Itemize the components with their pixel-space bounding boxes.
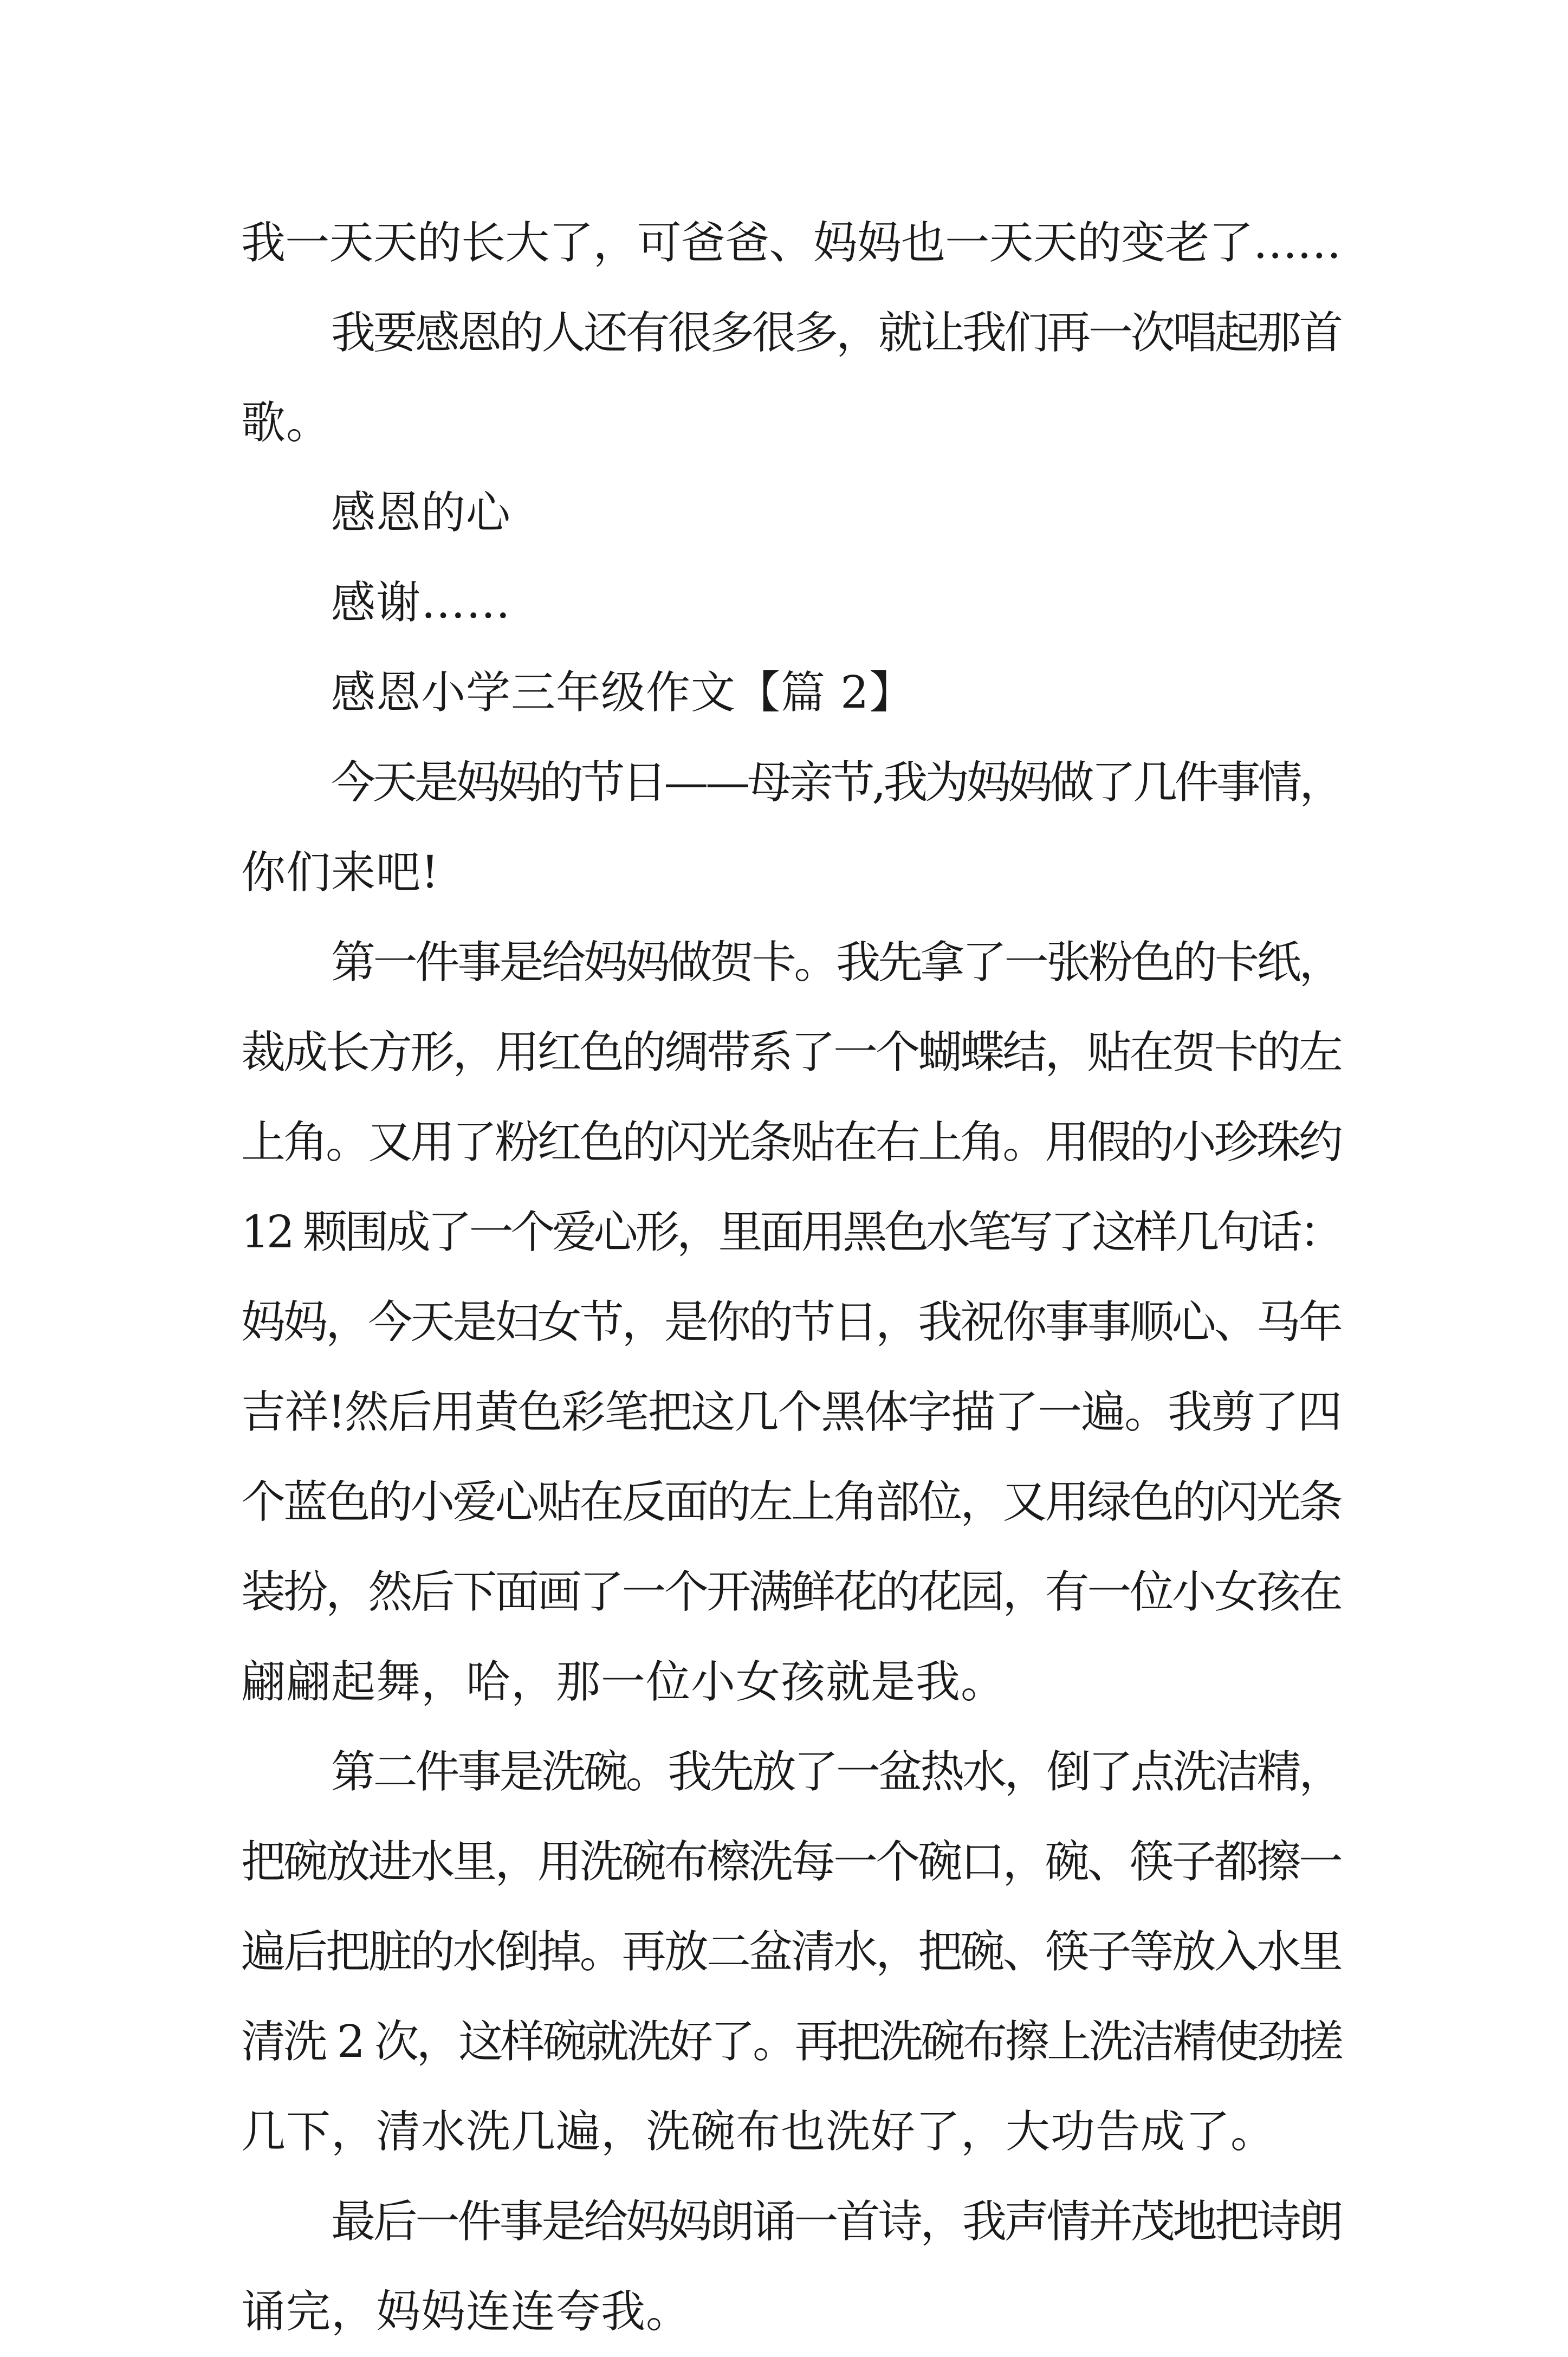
text-line: 遍后把脏的水倒掉。再放二盆清水，把碗、筷子等放入水里 <box>241 1926 1341 1978</box>
text-line: 装扮，然后下面画了一个开满鲜花的花园，有一位小女孩在 <box>241 1566 1341 1618</box>
text-line: 诵完，妈妈连连夸我。 <box>241 2286 691 2337</box>
text-line: 第一件事是给妈妈做贺卡。我先拿了一张粉色的卡纸， <box>331 937 1341 988</box>
text-line: 把碗放进水里，用洗碗布檫洗每一个碗口，碗、筷子都擦一 <box>241 1836 1341 1888</box>
text-line: 翩翩起舞，哈，那一位小女孩就是我。 <box>241 1656 1006 1708</box>
text-line: 你们来吧! <box>241 847 439 898</box>
text-line: 12 颗围成了一个爱心形，里面用黑色水笔写了这样几句话： <box>241 1207 1341 1258</box>
section-heading: 感恩小学三年级作文【篇 2】 <box>331 667 915 718</box>
text-line: 感恩的心 <box>331 487 511 539</box>
text-line: 裁成长方形，用红色的绸带系了一个蝴蝶结，贴在贺卡的左 <box>241 1027 1341 1078</box>
text-line: 吉祥!然后用黄色彩笔把这几个黑体字描了一遍。我剪了四 <box>241 1387 1341 1438</box>
text-line: 个蓝色的小爱心贴在反面的左上角部位，又用绿色的闪光条 <box>241 1477 1341 1528</box>
text-line: 清洗 2 次，这样碗就洗好了。再把洗碗布擦上洗洁精使劲搓 <box>241 2016 1341 2068</box>
text-line: 今天是妈妈的节日——母亲节,我为妈妈做了几件事情， <box>331 757 1341 808</box>
text-line: 感谢…… <box>331 577 511 629</box>
text-line: 上角。又用了粉红色的闪光条贴在右上角。用假的小珍珠约 <box>241 1117 1341 1168</box>
text-line: 我要感恩的人还有很多很多，就让我们再一次唱起那首 <box>331 307 1341 359</box>
text-line: 第二件事是洗碗。我先放了一盆热水，倒了点洗洁精， <box>331 1746 1341 1798</box>
document-body <box>241 198 1341 2357</box>
text-line: 我一天天的长大了，可爸爸、妈妈也一天天的变老了…… <box>241 217 1341 269</box>
text-line: 最后一件事是给妈妈朗诵一首诗，我声情并茂地把诗朗 <box>331 2196 1341 2248</box>
text-line: 妈妈，今天是妇女节，是你的节日，我祝你事事顺心、马年 <box>241 1297 1341 1348</box>
text-line: 歌。 <box>241 397 332 449</box>
text-line: 几下，清水洗几遍，洗碗布也洗好了，大功告成了。 <box>241 2106 1276 2158</box>
